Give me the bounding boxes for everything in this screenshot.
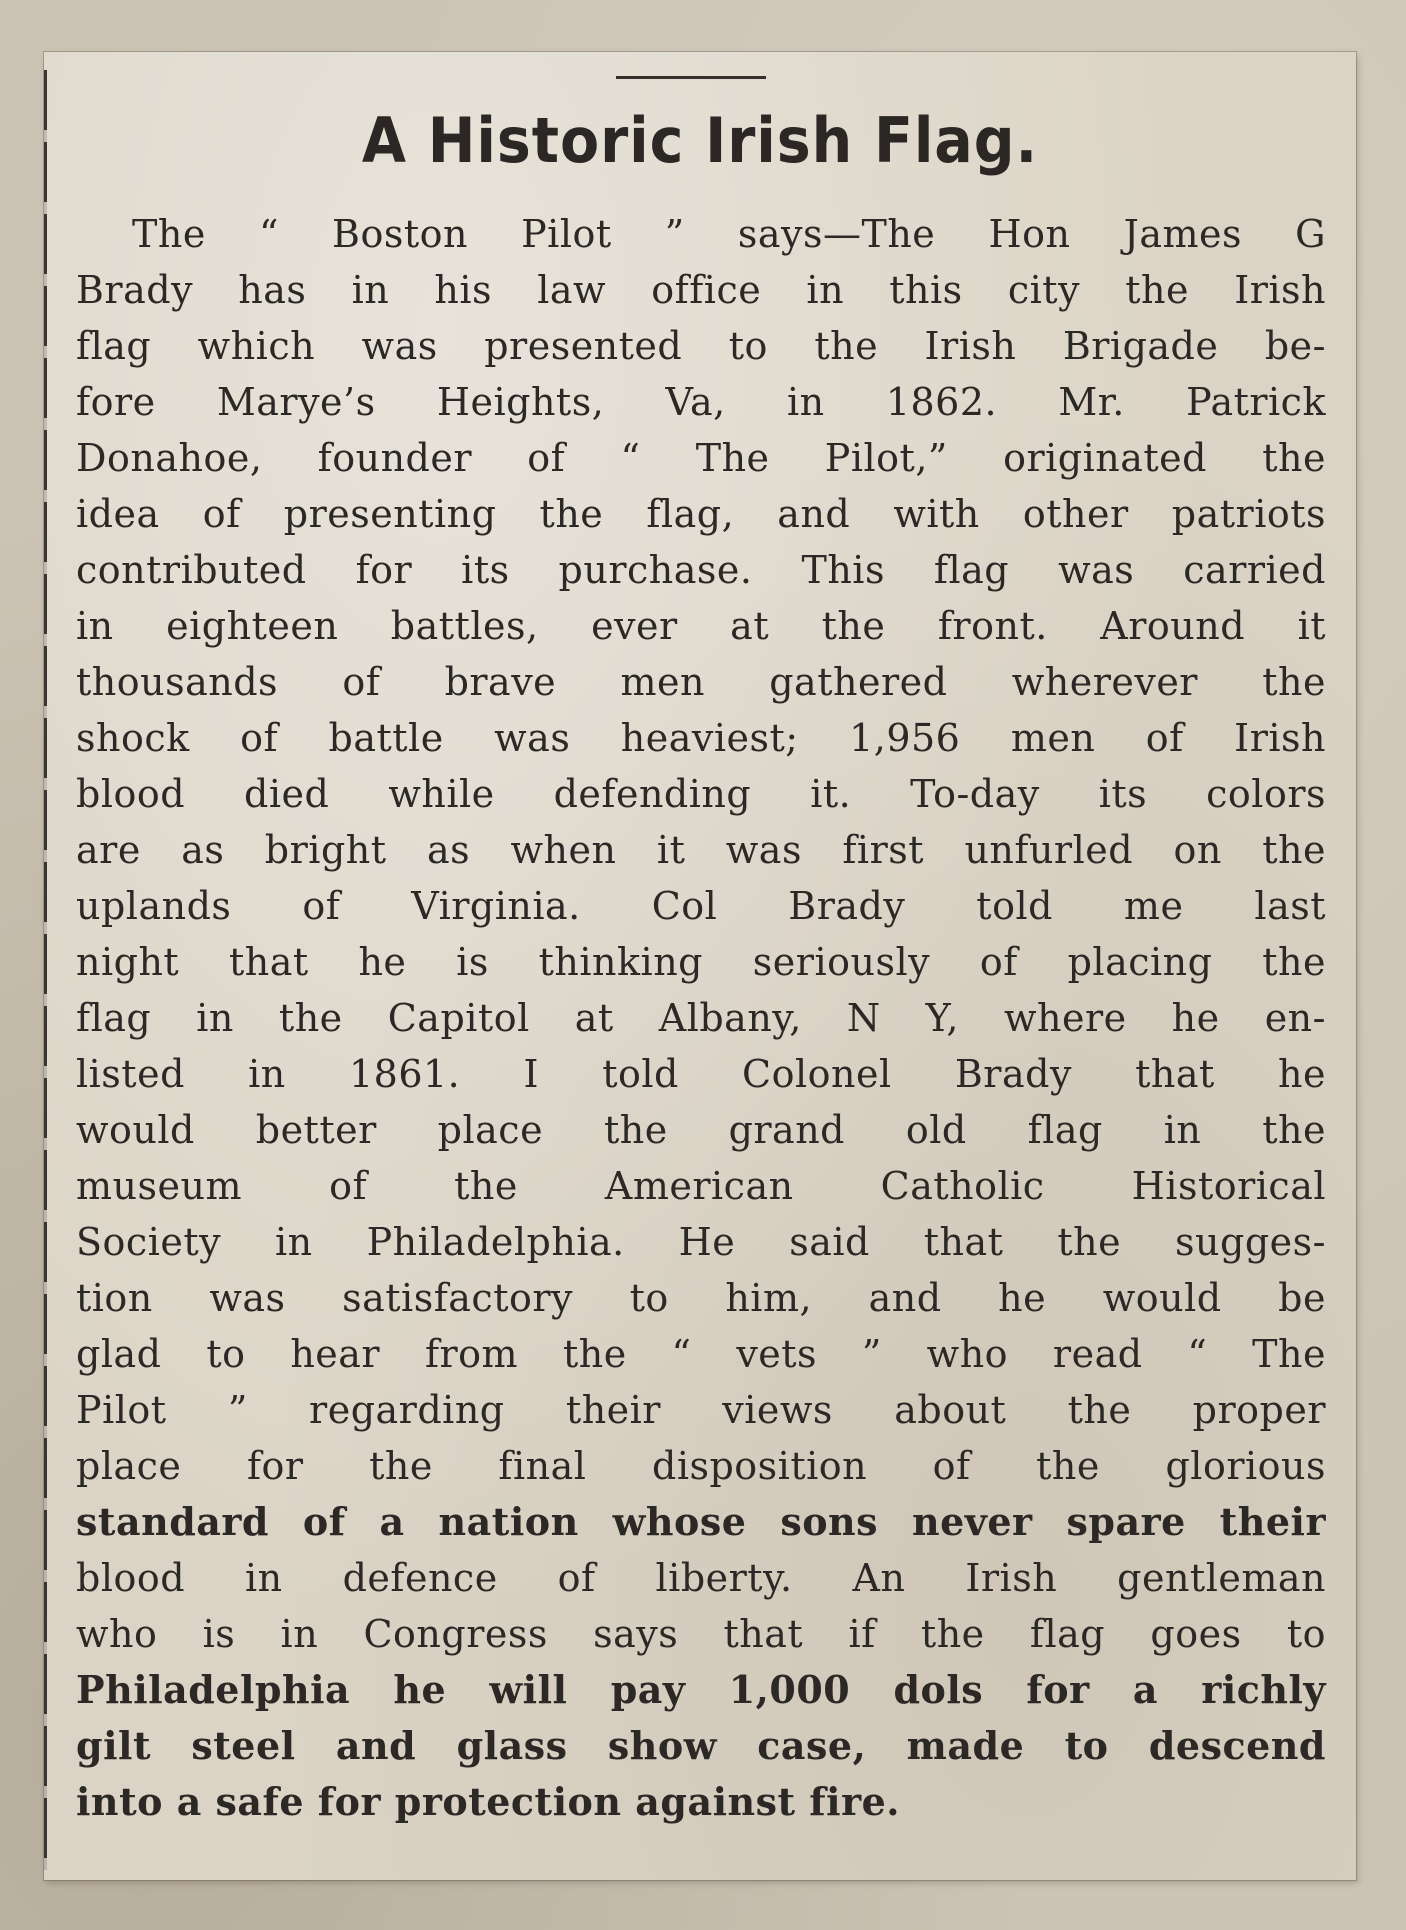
article-line: idea of presenting the flag, and with other patriots bbox=[76, 492, 1326, 536]
article-line: uplands of Virginia. Col Brady told me last bbox=[76, 884, 1326, 928]
article-line: The “ Boston Pilot ” says—The Hon James G bbox=[132, 212, 1326, 256]
article-line: contributed for its purchase. This flag was carried bbox=[76, 548, 1326, 592]
article-line: flag which was presented to the Irish Brigade be- bbox=[76, 324, 1326, 368]
newspaper-clipping bbox=[44, 52, 1356, 1880]
column-rule bbox=[44, 70, 47, 1870]
article-line: would better place the grand old flag in the bbox=[76, 1108, 1326, 1152]
article-line: blood in defence of liberty. An Irish gentleman bbox=[76, 1556, 1326, 1600]
article-line: tion was satisfactory to him, and he would be bbox=[76, 1276, 1326, 1320]
article-line: museum of the American Catholic Historical bbox=[76, 1164, 1326, 1208]
headline: A Historic Irish Flag. bbox=[361, 104, 1039, 177]
article-line: are as bright as when it was first unfurled on the bbox=[76, 828, 1326, 872]
article-line: Brady has in his law office in this city the Irish bbox=[76, 268, 1326, 312]
article-line: night that he is thinking seriously of placing the bbox=[76, 940, 1326, 984]
article-line: in eighteen battles, ever at the front. Around it bbox=[76, 604, 1326, 648]
article-line: Pilot ” regarding their views about the proper bbox=[76, 1388, 1326, 1432]
headline-rule bbox=[616, 76, 766, 79]
article-line: flag in the Capitol at Albany, N Y, where he en- bbox=[76, 996, 1326, 1040]
article-line: Society in Philadelphia. He said that the sugges- bbox=[76, 1220, 1326, 1264]
article-line: into a safe for protection against fire. bbox=[76, 1779, 901, 1824]
article-line: standard of a nation whose sons never spare their bbox=[76, 1499, 1326, 1544]
article-body bbox=[76, 206, 1326, 1830]
article-line: Donahoe, founder of “ The Pilot,” originated the bbox=[76, 436, 1326, 480]
article-line: thousands of brave men gathered wherever the bbox=[76, 660, 1326, 704]
article-line: who is in Congress says that if the flag goes to bbox=[76, 1612, 1326, 1656]
article-line: blood died while defending it. To-day its colors bbox=[76, 772, 1326, 816]
article-line: shock of battle was heaviest; 1,956 men of Irish bbox=[76, 716, 1326, 760]
article-line: fore Marye’s Heights, Va, in 1862. Mr. Patrick bbox=[76, 380, 1326, 424]
article-line: glad to hear from the “ vets ” who read “ The bbox=[76, 1332, 1326, 1376]
article-line: Philadelphia he will pay 1,000 dols for a richly bbox=[76, 1667, 1326, 1712]
article-line: place for the final disposition of the glorious bbox=[76, 1444, 1326, 1488]
article-line: listed in 1861. I told Colonel Brady that he bbox=[76, 1052, 1326, 1096]
article-line: gilt steel and glass show case, made to descend bbox=[76, 1723, 1326, 1768]
